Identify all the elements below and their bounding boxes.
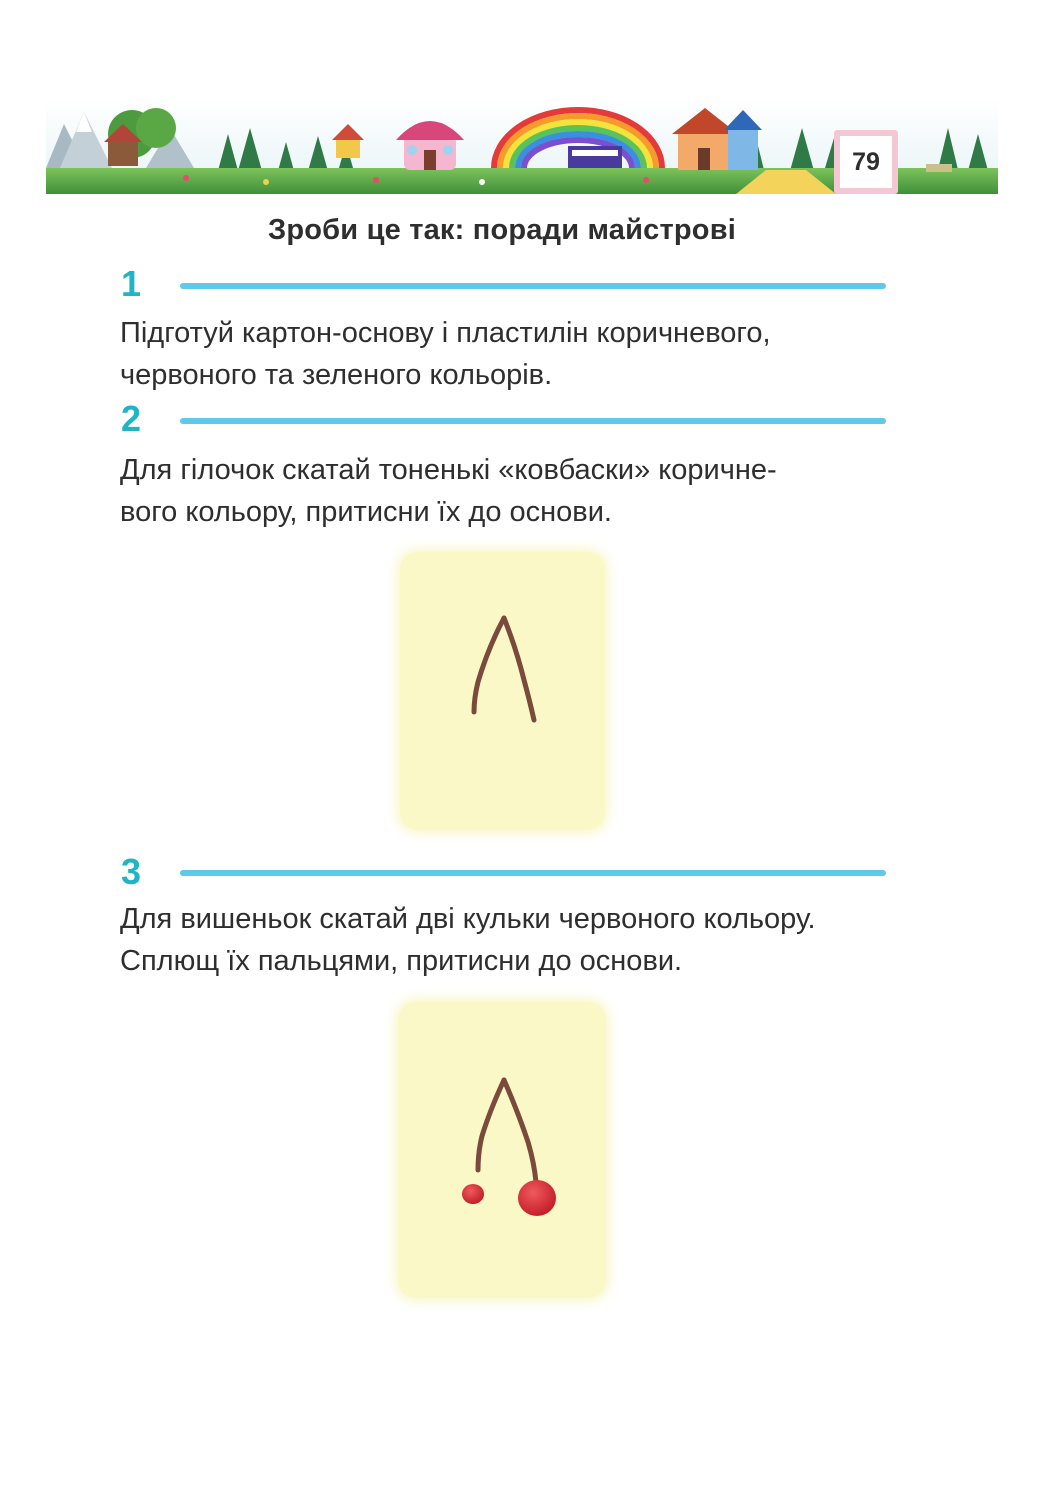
step-3-number: 3 — [121, 851, 142, 892]
step-2-line-1: Для гілочок скатай тоненькі «ковбаски» коричне- — [120, 454, 777, 486]
page-number: 79 — [840, 136, 892, 188]
step-1-text — [120, 312, 900, 396]
step-1-line-1: Підготуй картон-основу і пластилін коричневого, — [120, 317, 771, 349]
page-number-frame — [834, 130, 898, 194]
step-1-number: 1 — [121, 263, 142, 304]
step-3-line-2: Сплющ їх пальцями, притисни до основи. — [120, 945, 683, 977]
twig-right — [504, 618, 534, 720]
step-2-picture — [400, 552, 605, 830]
cherry-small — [462, 1184, 484, 1204]
step-2-divider — [180, 418, 886, 424]
twig-right — [504, 1080, 536, 1182]
step-2-number: 2 — [121, 398, 142, 439]
step-1-line-2: червоного та зеленого кольорів. — [120, 359, 553, 391]
step-3-line-1: Для вишеньок скатай дві кульки червоного кольору. — [120, 903, 816, 935]
step-3-text — [120, 898, 900, 982]
cherry-large — [518, 1180, 556, 1216]
step-1-divider — [180, 283, 886, 289]
step-3-picture — [398, 1002, 606, 1298]
step-2-line-2: вого кольору, притисни їх до основи. — [120, 496, 612, 528]
step-3-divider — [180, 870, 886, 876]
twig-left — [478, 1080, 504, 1170]
step-2-text — [120, 449, 900, 533]
section-title — [0, 214, 1044, 247]
twig-left — [474, 618, 504, 712]
section-title-text: Зроби це так: поради майстрові — [267, 214, 736, 246]
